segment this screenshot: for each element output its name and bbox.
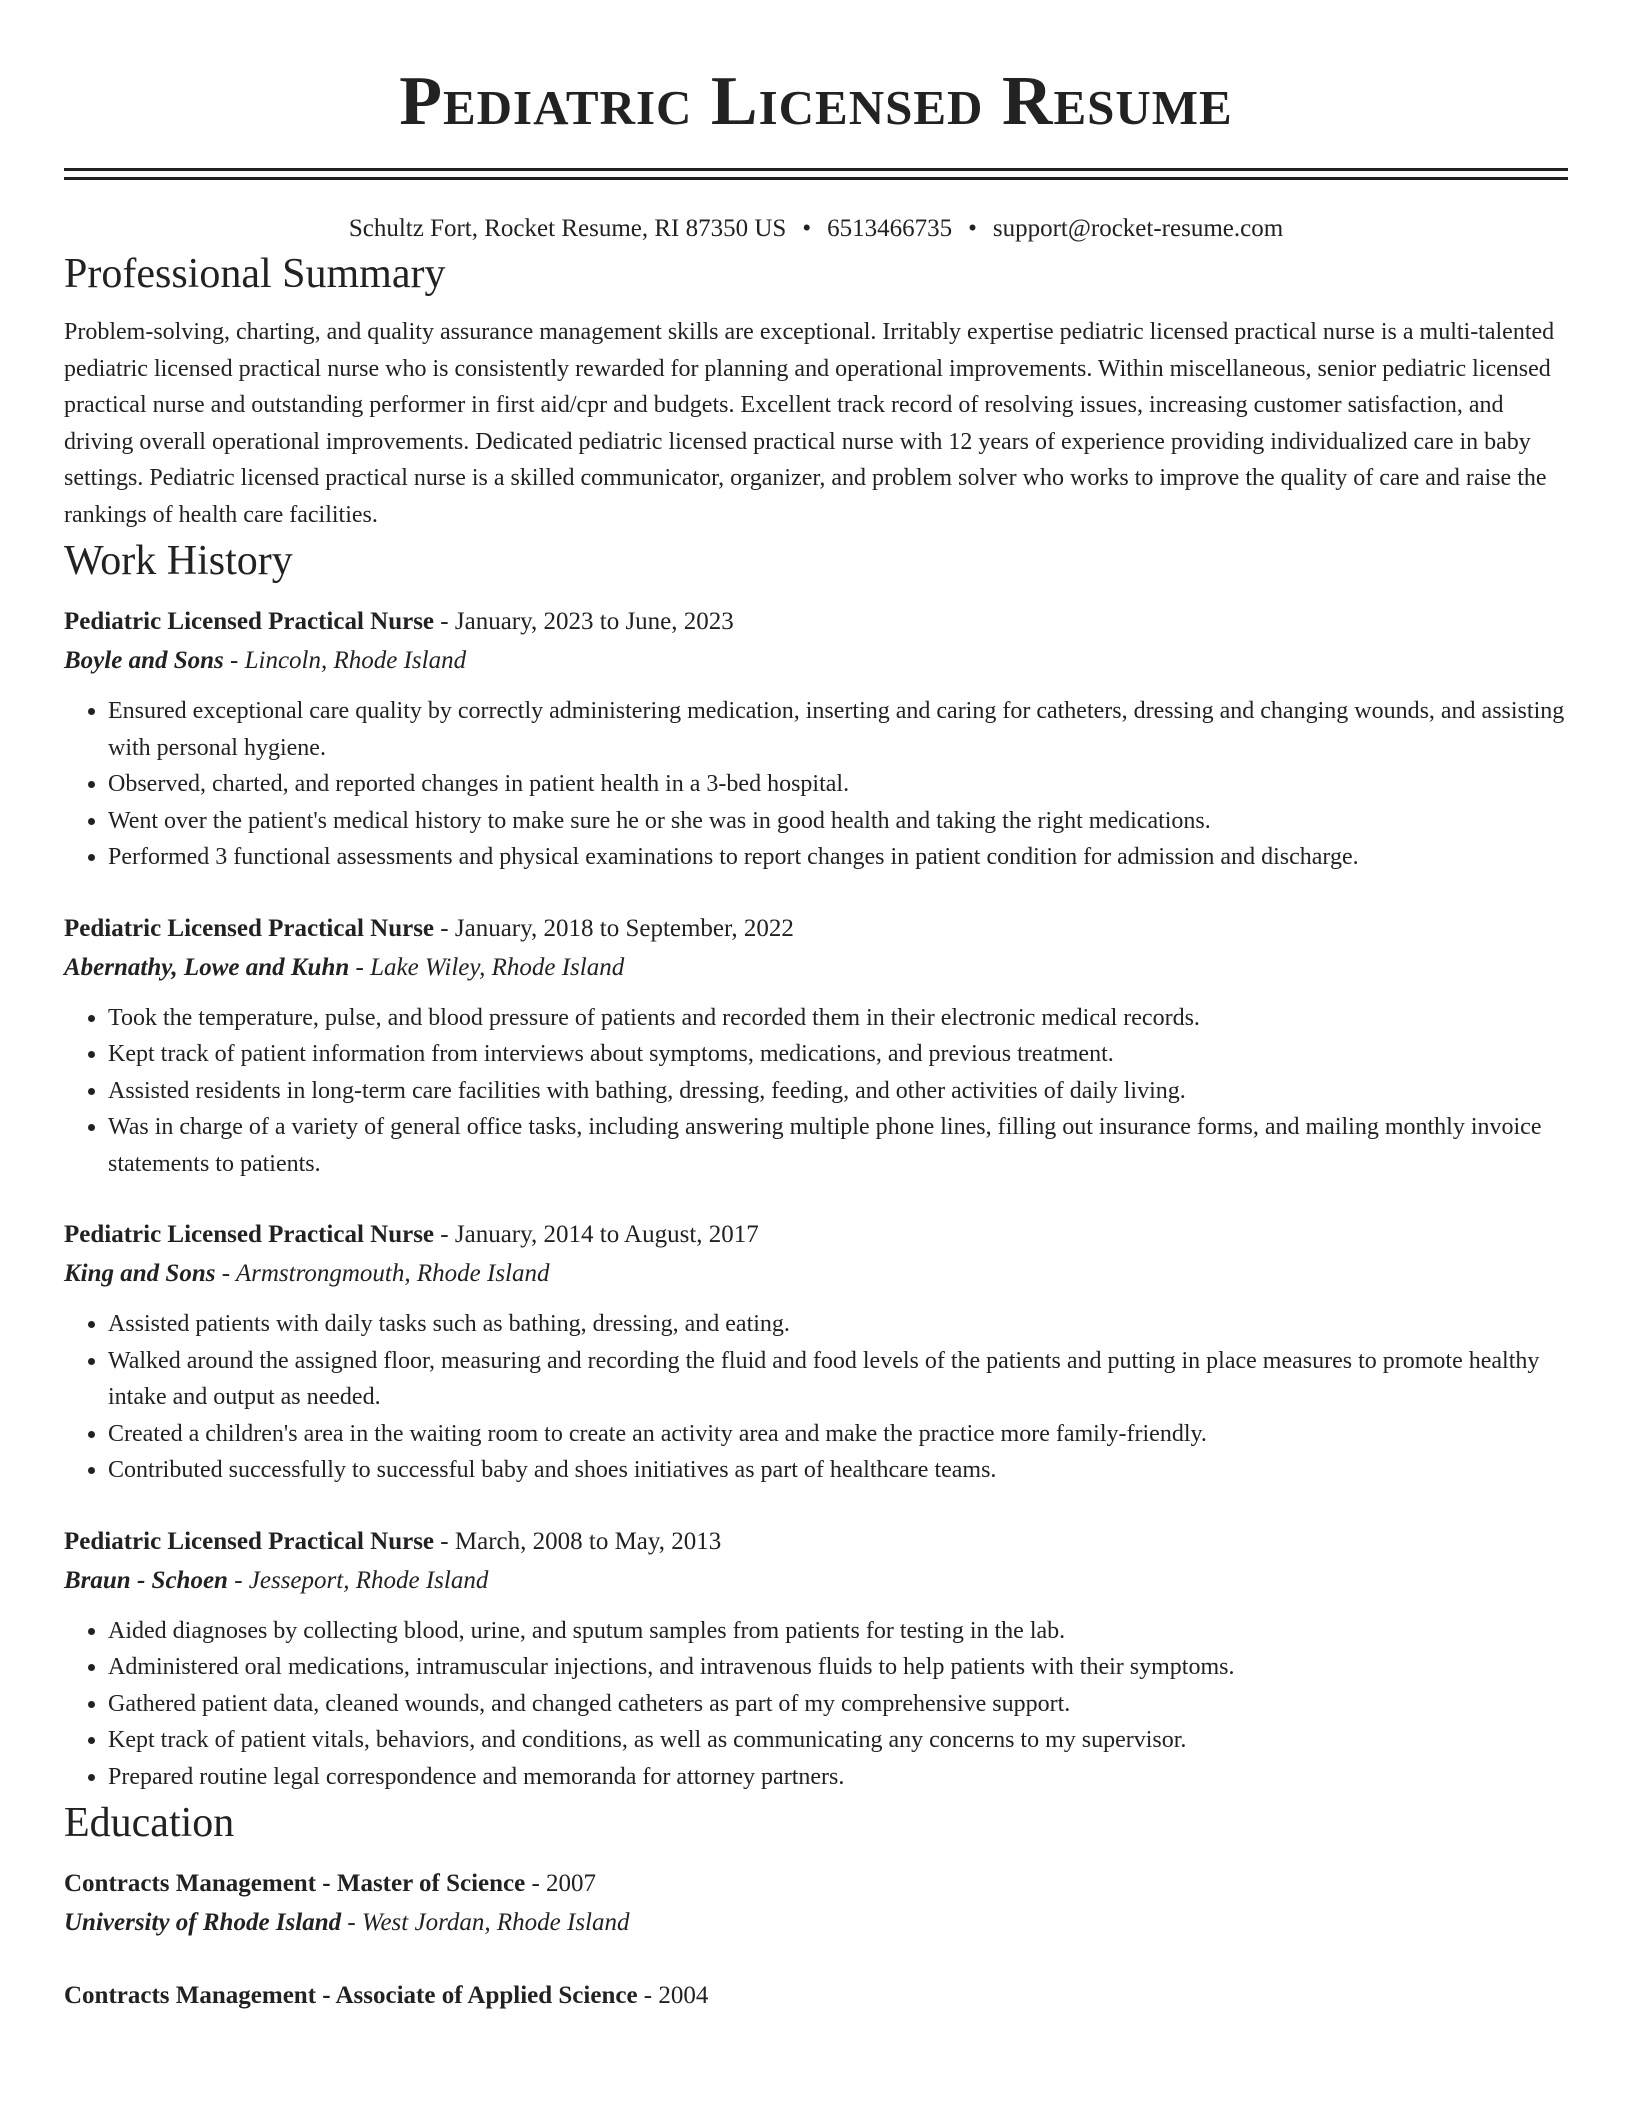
job-bullet: • Went over the patient's medical history to make sure he or she was in good health and taking the right medications. — [108, 803, 1568, 840]
job-bullet: • Aided diagnoses by collecting blood, urine, and sputum samples from patients for testing in the lab. — [108, 1613, 1568, 1650]
job-entry — [64, 910, 1568, 1183]
job-bullet: • Assisted residents in long-term care facilities with bathing, dressing, feeding, and other activities of daily living. — [108, 1073, 1568, 1110]
education-entry — [64, 1865, 1568, 1943]
job-dates: - March, 2008 to May, 2013 — [434, 1527, 722, 1555]
job-company-line — [64, 641, 1568, 681]
job-bullet: • Gathered patient data, cleaned wounds, and changed catheters as part of my comprehensive support. — [108, 1686, 1568, 1723]
education-school: University of Rhode Island — [64, 1909, 342, 1936]
job-dates: - January, 2014 to August, 2017 — [434, 1221, 759, 1248]
job-bullet: • Observed, charted, and reported changes in patient health in a 3-bed hospital. — [108, 766, 1568, 803]
job-entry — [64, 1216, 1568, 1489]
work-history-list — [64, 603, 1568, 1795]
job-bullet: • Walked around the assigned floor, measuring and recording the fluid and food levels of the patients and putting in place measures to promote healthy intake and output as needed. — [108, 1343, 1568, 1416]
education-list — [64, 1865, 1568, 2015]
job-bullets — [64, 693, 1568, 876]
job-title-line — [64, 603, 1568, 641]
job-bullet: • Prepared routine legal correspondence and memoranda for attorney partners. — [108, 1759, 1568, 1796]
job-dates: - January, 2018 to September, 2022 — [434, 914, 794, 942]
job-dates: - January, 2023 to June, 2023 — [434, 608, 734, 635]
job-entry — [64, 1523, 1568, 1796]
education-entry — [64, 1977, 1568, 2015]
job-bullet: • Took the temperature, pulse, and blood pressure of patients and recorded them in their electronic medical records. — [108, 1000, 1568, 1037]
job-title-line — [64, 1523, 1568, 1561]
job-company: Boyle and Sons — [64, 647, 224, 674]
job-bullets — [64, 1306, 1568, 1489]
contact-address: Schultz Fort, Rocket Resume, RI 87350 US — [348, 215, 787, 242]
job-title-line — [64, 1216, 1568, 1254]
job-company: King and Sons — [64, 1260, 216, 1287]
education-year: - 2004 — [637, 1982, 709, 2009]
job-location: - Lake Wiley, Rhode Island — [349, 953, 625, 981]
education-degree-line — [64, 1977, 1568, 2015]
job-title: Pediatric Licensed Practical Nurse — [64, 1221, 435, 1248]
job-bullet: • Created a children's area in the waiting room to create an activity area and make the practice more family-friendly. — [108, 1416, 1568, 1453]
job-bullet: • Administered oral medications, intramuscular injections, and intravenous fluids to help patients with their symptoms. — [108, 1649, 1568, 1686]
job-bullet: • Was in charge of a variety of general office tasks, including answering multiple phone lines, filling out insurance forms, and mailing monthly invoice statements to patients. — [108, 1109, 1568, 1182]
summary-text: Problem-solving, charting, and quality assurance management skills are exceptional. Irritably expertise pediatric licensed practical nurse is a multi-talented pediatric licensed practical nurse who is consistently rewarded for planning and operational improvements. Within miscellaneous, senior pediatric licensed practical nurse and outstanding performer in first aid/cpr and budgets. Excellent track record of resolving issues, increasing customer satisfaction, and driving overall operational improvements. Dedicated pediatric licensed practical nurse with 12 years of experience providing individualized care in baby settings. Pediatric licensed practical nurse is a skilled communicator, organizer, and problem solver who works to improve the quality of care and raise the rankings of health care facilities. — [64, 319, 1555, 528]
contact-separator: • — [968, 215, 977, 242]
title-divider-top — [64, 168, 1568, 171]
job-title: Pediatric Licensed Practical Nurse — [64, 914, 435, 942]
job-bullet: • Ensured exceptional care quality by correctly administering medication, inserting and caring for catheters, dressing and changing wounds, and assisting with personal hygiene. — [108, 693, 1568, 766]
contact-separator: • — [802, 215, 812, 242]
job-location: - Jesseport, Rhode Island — [227, 1566, 489, 1594]
contact-email: support@rocket-resume.com — [992, 215, 1284, 242]
contact-line — [64, 212, 1568, 246]
education-heading: Education — [64, 1800, 235, 1846]
title-divider-bottom — [64, 177, 1568, 180]
job-location: - Armstrongmouth, Rhode Island — [215, 1260, 550, 1287]
job-title-line — [64, 910, 1568, 948]
education-degree: Contracts Management - Master of Science — [64, 1870, 526, 1897]
job-company: Abernathy, Lowe and Kuhn — [64, 953, 350, 981]
job-entry — [64, 603, 1568, 876]
education-year: - 2007 — [525, 1870, 597, 1897]
contact-phone: 6513466735 — [827, 215, 953, 242]
job-title: Pediatric Licensed Practical Nurse — [64, 608, 435, 635]
job-bullet: • Assisted patients with daily tasks such as bathing, dressing, and eating. — [108, 1306, 1568, 1343]
education-degree-line — [64, 1865, 1568, 1903]
education-location: - West Jordan, Rhode Island — [341, 1909, 630, 1936]
job-location: - Lincoln, Rhode Island — [223, 647, 467, 674]
job-company-line — [64, 948, 1568, 988]
job-company-line — [64, 1254, 1568, 1294]
job-company-line — [64, 1561, 1568, 1601]
job-bullets — [64, 1000, 1568, 1183]
education-school-line — [64, 1903, 1568, 1943]
resume-title: Pediatric Licensed Resume — [399, 63, 1233, 140]
job-bullet: • Contributed successfully to successful baby and shoes initiatives as part of healthcare teams. — [108, 1452, 1568, 1489]
job-company: Braun - Schoen — [64, 1566, 228, 1594]
resume-page — [64, 0, 1568, 2015]
work-history-heading: Work History — [64, 538, 293, 584]
job-title: Pediatric Licensed Practical Nurse — [64, 1527, 435, 1555]
job-bullet: • Kept track of patient information from interviews about symptoms, medications, and previous treatment. — [108, 1036, 1568, 1073]
education-degree: Contracts Management - Associate of Applied Science — [64, 1982, 638, 2009]
job-bullets — [64, 1613, 1568, 1796]
job-bullet: • Performed 3 functional assessments and physical examinations to report changes in patient condition for admission and discharge. — [108, 839, 1568, 876]
summary-heading: Professional Summary — [64, 251, 446, 297]
job-bullet: • Kept track of patient vitals, behaviors, and conditions, as well as communicating any concerns to my supervisor. — [108, 1722, 1568, 1759]
